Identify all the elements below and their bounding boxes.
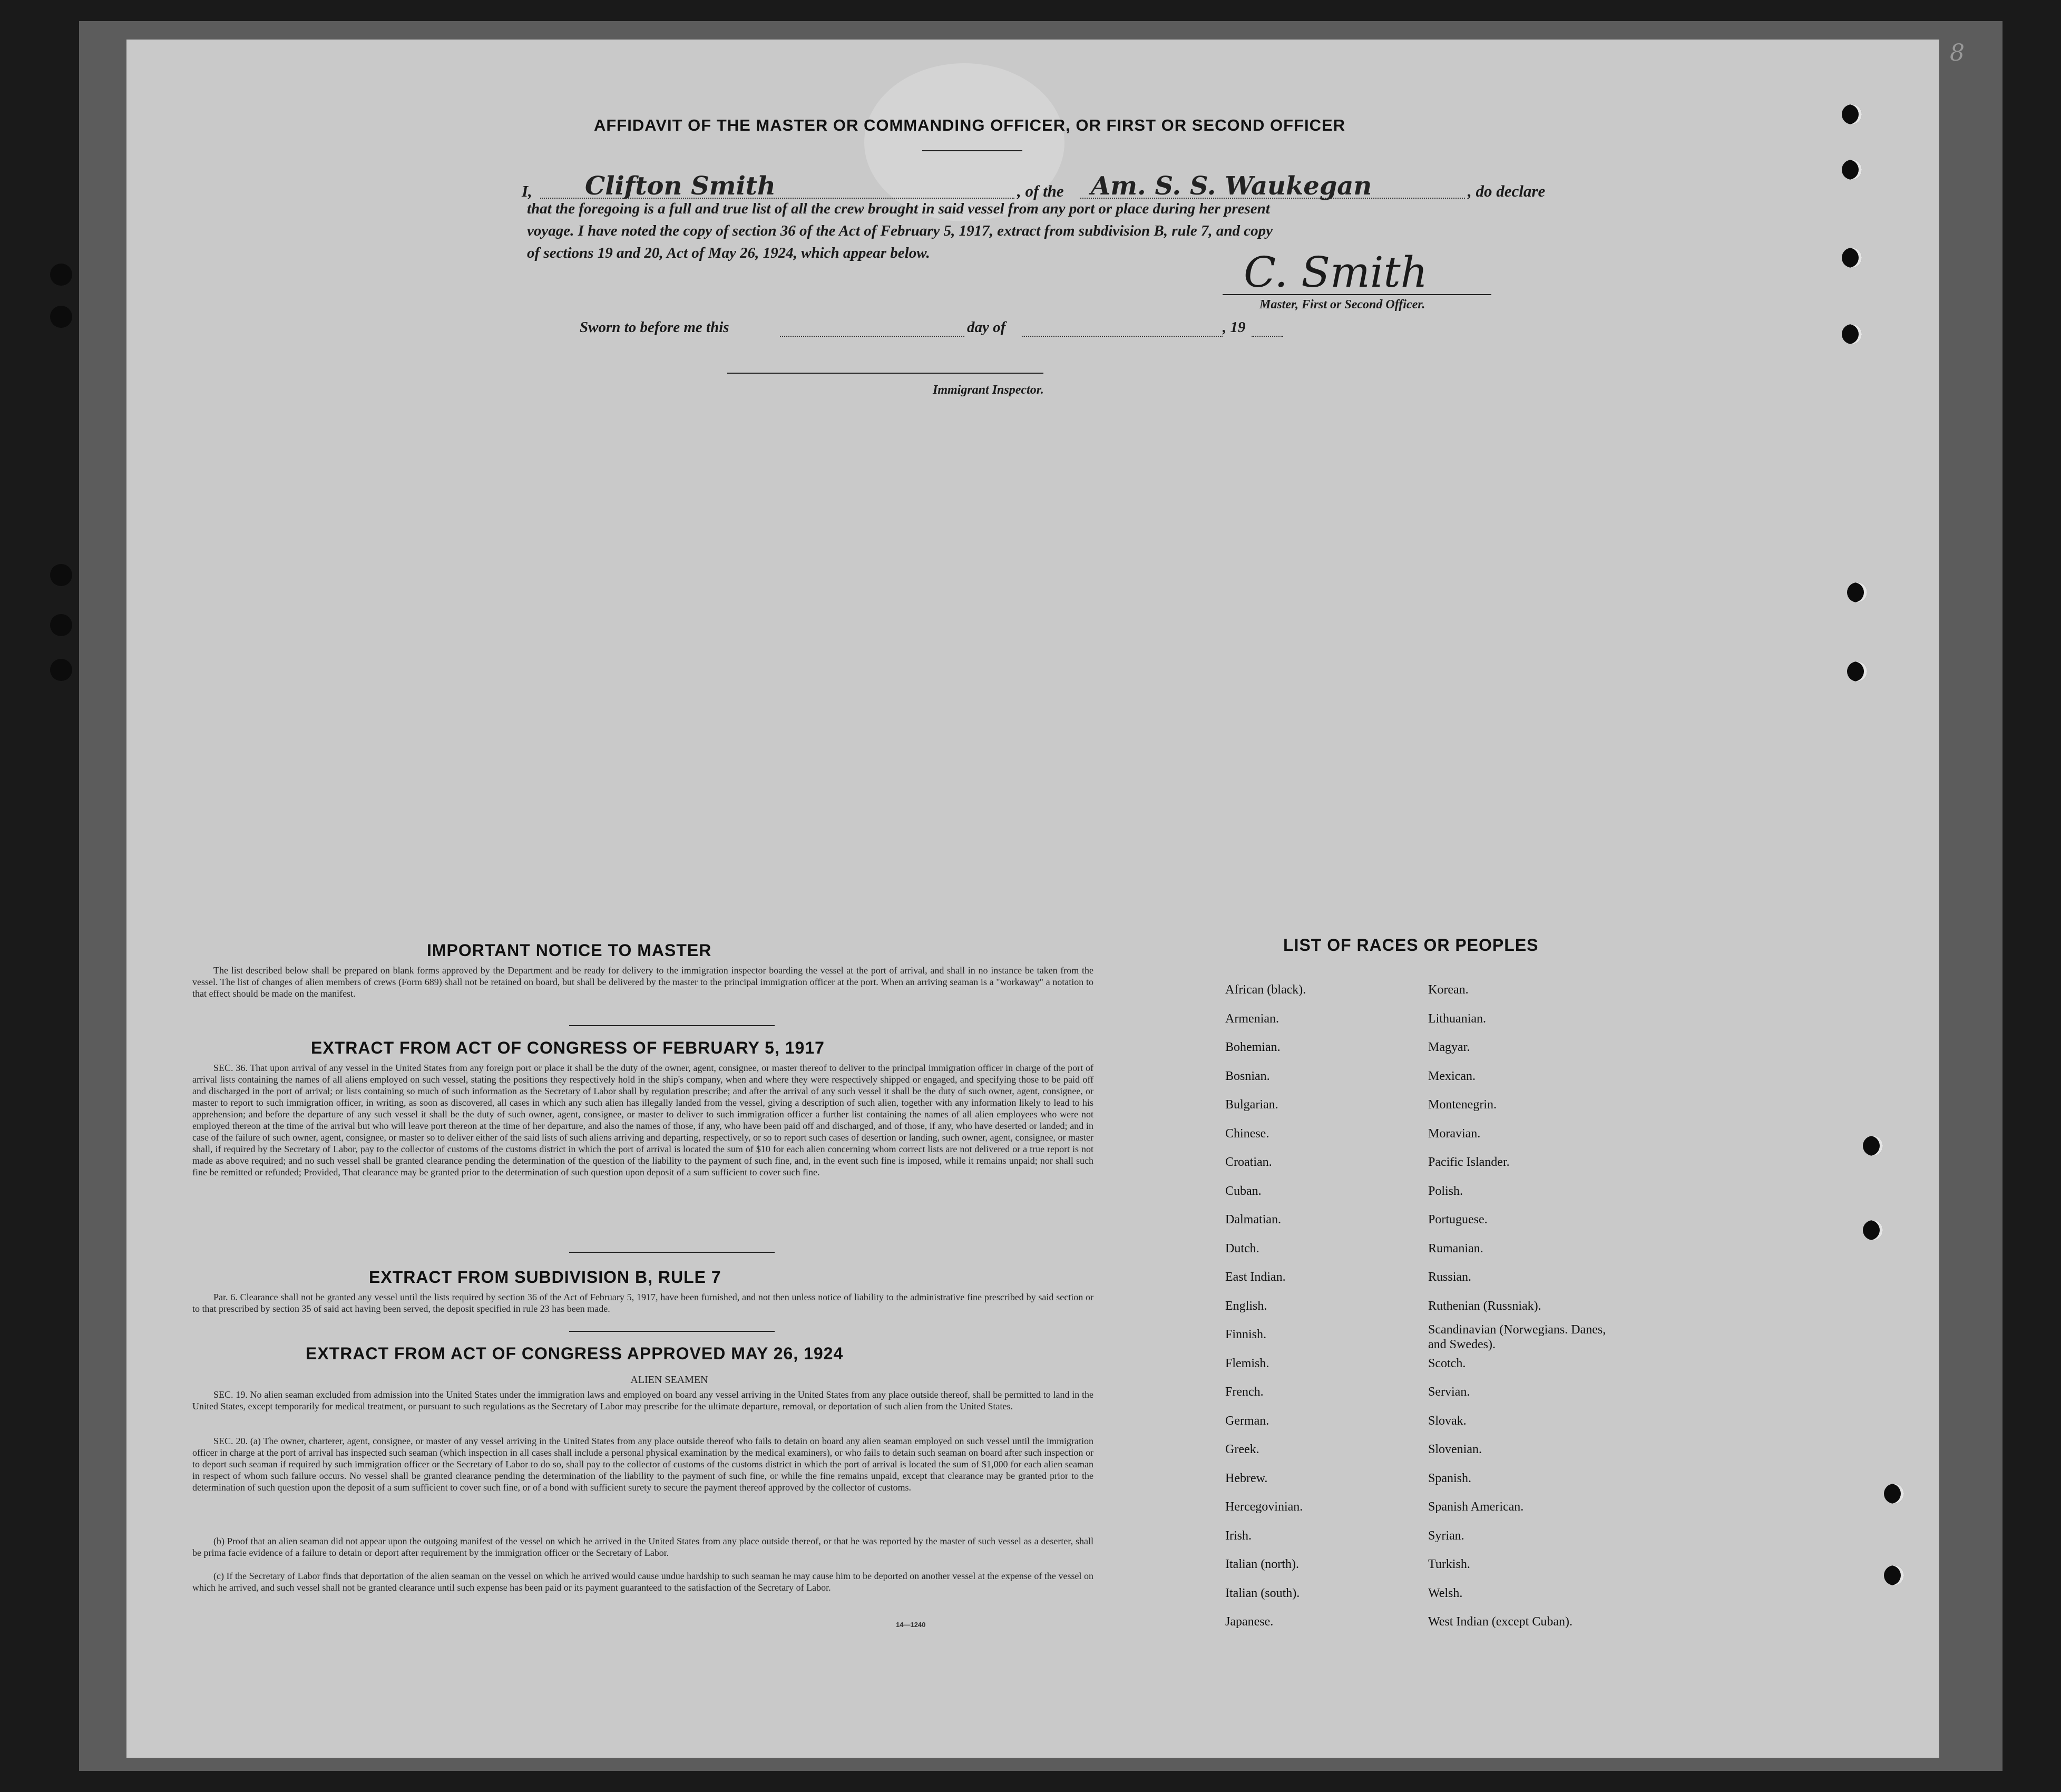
race-item-left: German. [1225, 1414, 1269, 1428]
extract-1924-title: EXTRACT FROM ACT OF CONGRESS APPROVED MAY 26, 1924 [306, 1344, 844, 1363]
race-item-right: Russian. [1428, 1270, 1472, 1284]
race-item-right: Turkish. [1428, 1557, 1470, 1571]
race-item-right: Syrian. [1428, 1529, 1464, 1543]
rule-7-title: EXTRACT FROM SUBDIVISION B, RULE 7 [369, 1268, 721, 1287]
binder-hole [50, 614, 72, 636]
race-item-right: Pacific Islander. [1428, 1155, 1510, 1169]
race-item-left: Bulgarian. [1225, 1098, 1278, 1112]
race-item-left: East Indian. [1225, 1270, 1286, 1284]
vessel-name-field: Am. S. S. Waukegan [1091, 171, 1372, 201]
of-the-label: , of the [1017, 182, 1064, 200]
races-title: LIST OF RACES OR PEOPLES [1283, 936, 1539, 955]
master-name-field: Clifton Smith [585, 171, 776, 201]
race-item-right: West Indian (except Cuban). [1428, 1615, 1572, 1629]
binder-hole [1842, 160, 1862, 180]
affidavit-title: AFFIDAVIT OF THE MASTER OR COMMANDING OFFICER, OR FIRST OR SECOND OFFICER [593, 116, 1346, 134]
do-declare-label: , do declare [1468, 182, 1546, 200]
year-blank [1252, 334, 1283, 337]
race-item-left: Irish. [1225, 1529, 1252, 1543]
signature-rule [1223, 294, 1491, 295]
sec-20b-body: (b) Proof that an alien seaman did not appear upon the outgoing manifest of the vessel on which he arrived in the United States from any place outside thereof, or that he was reported by the master of such vessel as a deserter, shall be prima facie evidence of a failure to detain or deport after requirement by the immigration officer or the Secretary of Labor. [192, 1536, 1093, 1558]
extract-1917-body: SEC. 36. That upon arrival of any vessel in the United States from any foreign port or place it shall be the duty of the owner, agent, consignee, or master thereof to deliver to the principal immigration officer in charge of the port of arrival lists containing the names of all aliens employed on such vessel, stating the positions they respectively hold in the ship's company, when and where they were respectively shipped or engaged, and specifying those to be paid off and discharged in the port of arrival; or lists containing so much of such information as the Secretary of Labor shall by regulation prescribe; and after the arrival of any such vessel it shall be the duty of such owner, agent, consignee, or master to report to such immigration officer, in writing, as soon as discovered, all cases in which any such alien has illegally landed from the vessel, giving a description of such alien, together with any information likely to lead to his apprehension; and before the departure of any such vessel it shall be the duty of such owner, agent, consignee, or master to deliver to such immigration officer a further list containing the names of all alien employees who were not employed thereon at the time of the arrival but who will leave port thereon at the time of her departure, and also the names of those, if any, who have been paid off and discharged, and of those, if any, who have deserted or landed; and in case of the failure of such owner, agent, consignee, or master so to deliver either of the said lists of such aliens arriving and departing, respectively, or so to report such cases of desertion or landing, such owner, agent, consignee, or master shall, if required by the Secretary of Labor, pay to the collector of customs of the customs district in which the port of arrival is located the sum of $10 for each alien concerning whom correct lists are not delivered or a true report is not made as above required; and no such vessel shall be granted clearance pending the determination of the question of the liability to the payment of such fine, and, in the event such fine is imposed, while it remains unpaid; nor shall such fine be remitted or refunded; Provided, That clearance may be granted prior to the determination of such question upon deposit of a sum sufficient to cover such fine. [192, 1063, 1093, 1177]
race-item-right: Welsh. [1428, 1586, 1463, 1600]
race-item-right: Slovenian. [1428, 1443, 1482, 1456]
race-item-right: Lithuanian. [1428, 1012, 1486, 1026]
race-item-left: Croatian. [1225, 1155, 1272, 1169]
race-item-right: Ruthenian (Russniak). [1428, 1299, 1541, 1313]
i-prefix: I, [522, 182, 532, 200]
race-item-left: English. [1225, 1299, 1267, 1313]
race-item-left: Armenian. [1225, 1012, 1279, 1026]
race-item-right: Korean. [1428, 983, 1469, 997]
extract-1917-title: EXTRACT FROM ACT OF CONGRESS OF FEBRUARY 5, 1917 [311, 1038, 825, 1057]
signature-caption: Master, First or Second Officer. [1259, 298, 1425, 311]
binder-hole [1863, 1220, 1883, 1240]
race-item-right: Montenegrin. [1428, 1098, 1497, 1112]
sworn-date-blank [780, 334, 964, 337]
race-item-right: Servian. [1428, 1385, 1470, 1399]
race-item-left: Japanese. [1225, 1615, 1274, 1629]
affidavit-line-3: voyage. I have noted the copy of section 36 of the Act of February 5, 1917, extract from subdivision B, rule 7, and copy [527, 222, 1273, 239]
binder-hole [50, 306, 72, 328]
title-rule [922, 150, 1022, 151]
race-item-right: Slovak. [1428, 1414, 1467, 1428]
notice-rule [569, 1025, 775, 1026]
race-item-right: Rumanian. [1428, 1242, 1483, 1255]
page-number-mark: 8 [1950, 40, 1965, 66]
race-item-left: French. [1225, 1385, 1264, 1399]
extract-1917-rule [569, 1252, 775, 1253]
race-item-left: Dutch. [1225, 1242, 1259, 1255]
race-item-left: Flemish. [1225, 1357, 1269, 1370]
rule-7-rule [569, 1331, 775, 1332]
binder-hole [1884, 1484, 1904, 1504]
binder-hole [50, 659, 72, 681]
binder-hole [50, 564, 72, 586]
race-item-left: Italian (south). [1225, 1586, 1300, 1600]
race-item-right: Magyar. [1428, 1040, 1470, 1054]
affidavit-line-2: that the foregoing is a full and true list of all the crew brought in said vessel from any port or place during her present [527, 200, 1270, 217]
race-item-left: African (black). [1225, 983, 1306, 997]
race-item-left: Cuban. [1225, 1184, 1262, 1198]
affidavit-line-4: of sections 19 and 20, Act of May 26, 1924, which appear below. [527, 245, 930, 261]
binder-hole [1884, 1565, 1904, 1585]
binder-hole [1842, 248, 1862, 268]
master-signature: C. Smith [1244, 248, 1428, 297]
binder-hole [50, 264, 72, 286]
rule-7-body: Par. 6. Clearance shall not be granted any vessel until the lists required by section 36 of the Act of February 5, 1917, have been furnished, and not then unless notice of liability to the administrative fine prescribed by said section or to that prescribed by section 35 of said act having been served, the deposit specified in rule 23 has been made. [192, 1292, 1093, 1314]
race-item-left: Dalmatian. [1225, 1213, 1281, 1226]
race-item-left: Bohemian. [1225, 1040, 1281, 1054]
race-item-right: Moravian. [1428, 1127, 1481, 1141]
race-item-left: Greek. [1225, 1443, 1259, 1456]
binder-hole [1842, 324, 1862, 344]
month-blank [1022, 334, 1223, 337]
affidavit-line-1 [522, 171, 1676, 203]
binder-hole [1863, 1136, 1883, 1156]
inspector-caption: Immigrant Inspector. [933, 383, 1044, 397]
binder-hole [1842, 104, 1862, 124]
alien-seamen-subtitle: ALIEN SEAMEN [630, 1374, 708, 1386]
binder-hole [1847, 661, 1867, 681]
inspector-rule [727, 373, 1043, 374]
notice-body: The list described below shall be prepared on blank forms approved by the Department and be ready for delivery to the immigration inspector boarding the vessel at the port of arrival, and shall in no instance be taken from the vessel. The list of changes of alien members of crews (Form 689) shall not be retained on board, but shall be delivered by the master to the principal immigration officer at the port. When an arriving seaman is a "workaway" a notation to that effect should be made on the manifest. [192, 965, 1093, 999]
race-item-right: Portuguese. [1428, 1213, 1488, 1226]
race-item-right: Spanish. [1428, 1472, 1472, 1485]
day-of-label: day of [967, 319, 1006, 336]
form-page [126, 40, 1939, 1758]
race-item-right: Mexican. [1428, 1069, 1476, 1083]
race-item-left: Hebrew. [1225, 1472, 1268, 1485]
sworn-line [580, 319, 1412, 343]
race-item-right: Polish. [1428, 1184, 1463, 1198]
sec-19-body: SEC. 19. No alien seaman excluded from admission into the United States under the immigration laws and employed on board any vessel arriving in the United States from any place outside thereof, shall be permitted to land in the United States, except temporarily for medical treatment, or pursuant to such regulations as the Secretary of Labor may prescribe for the ultimate departure, removal, or deportation of such alien from the United States. [192, 1389, 1093, 1411]
notice-title: IMPORTANT NOTICE TO MASTER [427, 941, 712, 960]
race-item-left: Finnish. [1225, 1328, 1267, 1341]
sworn-label: Sworn to before me this [580, 319, 729, 336]
form-number: 14—1240 [896, 1621, 926, 1629]
year-label: , 19 [1223, 319, 1246, 336]
sec-20c-body: (c) If the Secretary of Labor finds that deportation of the alien seaman on the vessel on which he arrived would cause undue hardship to such seaman he may cause him to be deported on another vessel at the expense of the vessel on which he arrived, and such vessel shall not be granted clearance until such expense has been paid or its payment guaranteed to the satisfaction of the Secretary of Labor. [192, 1571, 1093, 1593]
race-item-right: Scandinavian (Norwegians. Danes, and Swedes). [1428, 1323, 1606, 1351]
race-item-left: Italian (north). [1225, 1557, 1299, 1571]
race-item-right: Scotch. [1428, 1357, 1466, 1370]
sec-20a-body: SEC. 20. (a) The owner, charterer, agent, consignee, or master of any vessel arriving in the United States from any place outside thereof who fails to detain on board any alien seaman employed on such vessel until the immigration officer in charge at the port of arrival has inspected such seaman (which inspection in all cases shall include a personal physical examination by the medical examiners), or who fails to detain such seaman on board after such inspection or to deport such seaman if required by such immigration officer or the Secretary of Labor to do so, shall pay to the collector of customs of the customs district in which the port of arrival is located the sum of $1,000 for each alien seaman in respect of whom such failure occurs. No vessel shall be granted clearance pending the determination of the liability to the payment of such fine, or while the fine remains unpaid, except that clearance may be granted prior to the determination of such question upon the deposit of a sum sufficient to cover such fine, or of a bond with sufficient surety to secure the payment thereof approved by the collector of customs. [192, 1436, 1093, 1493]
race-item-left: Chinese. [1225, 1127, 1269, 1141]
race-item-left: Bosnian. [1225, 1069, 1270, 1083]
race-item-left: Hercegovinian. [1225, 1500, 1303, 1514]
race-item-right: Spanish American. [1428, 1500, 1524, 1514]
binder-hole [1847, 582, 1867, 602]
